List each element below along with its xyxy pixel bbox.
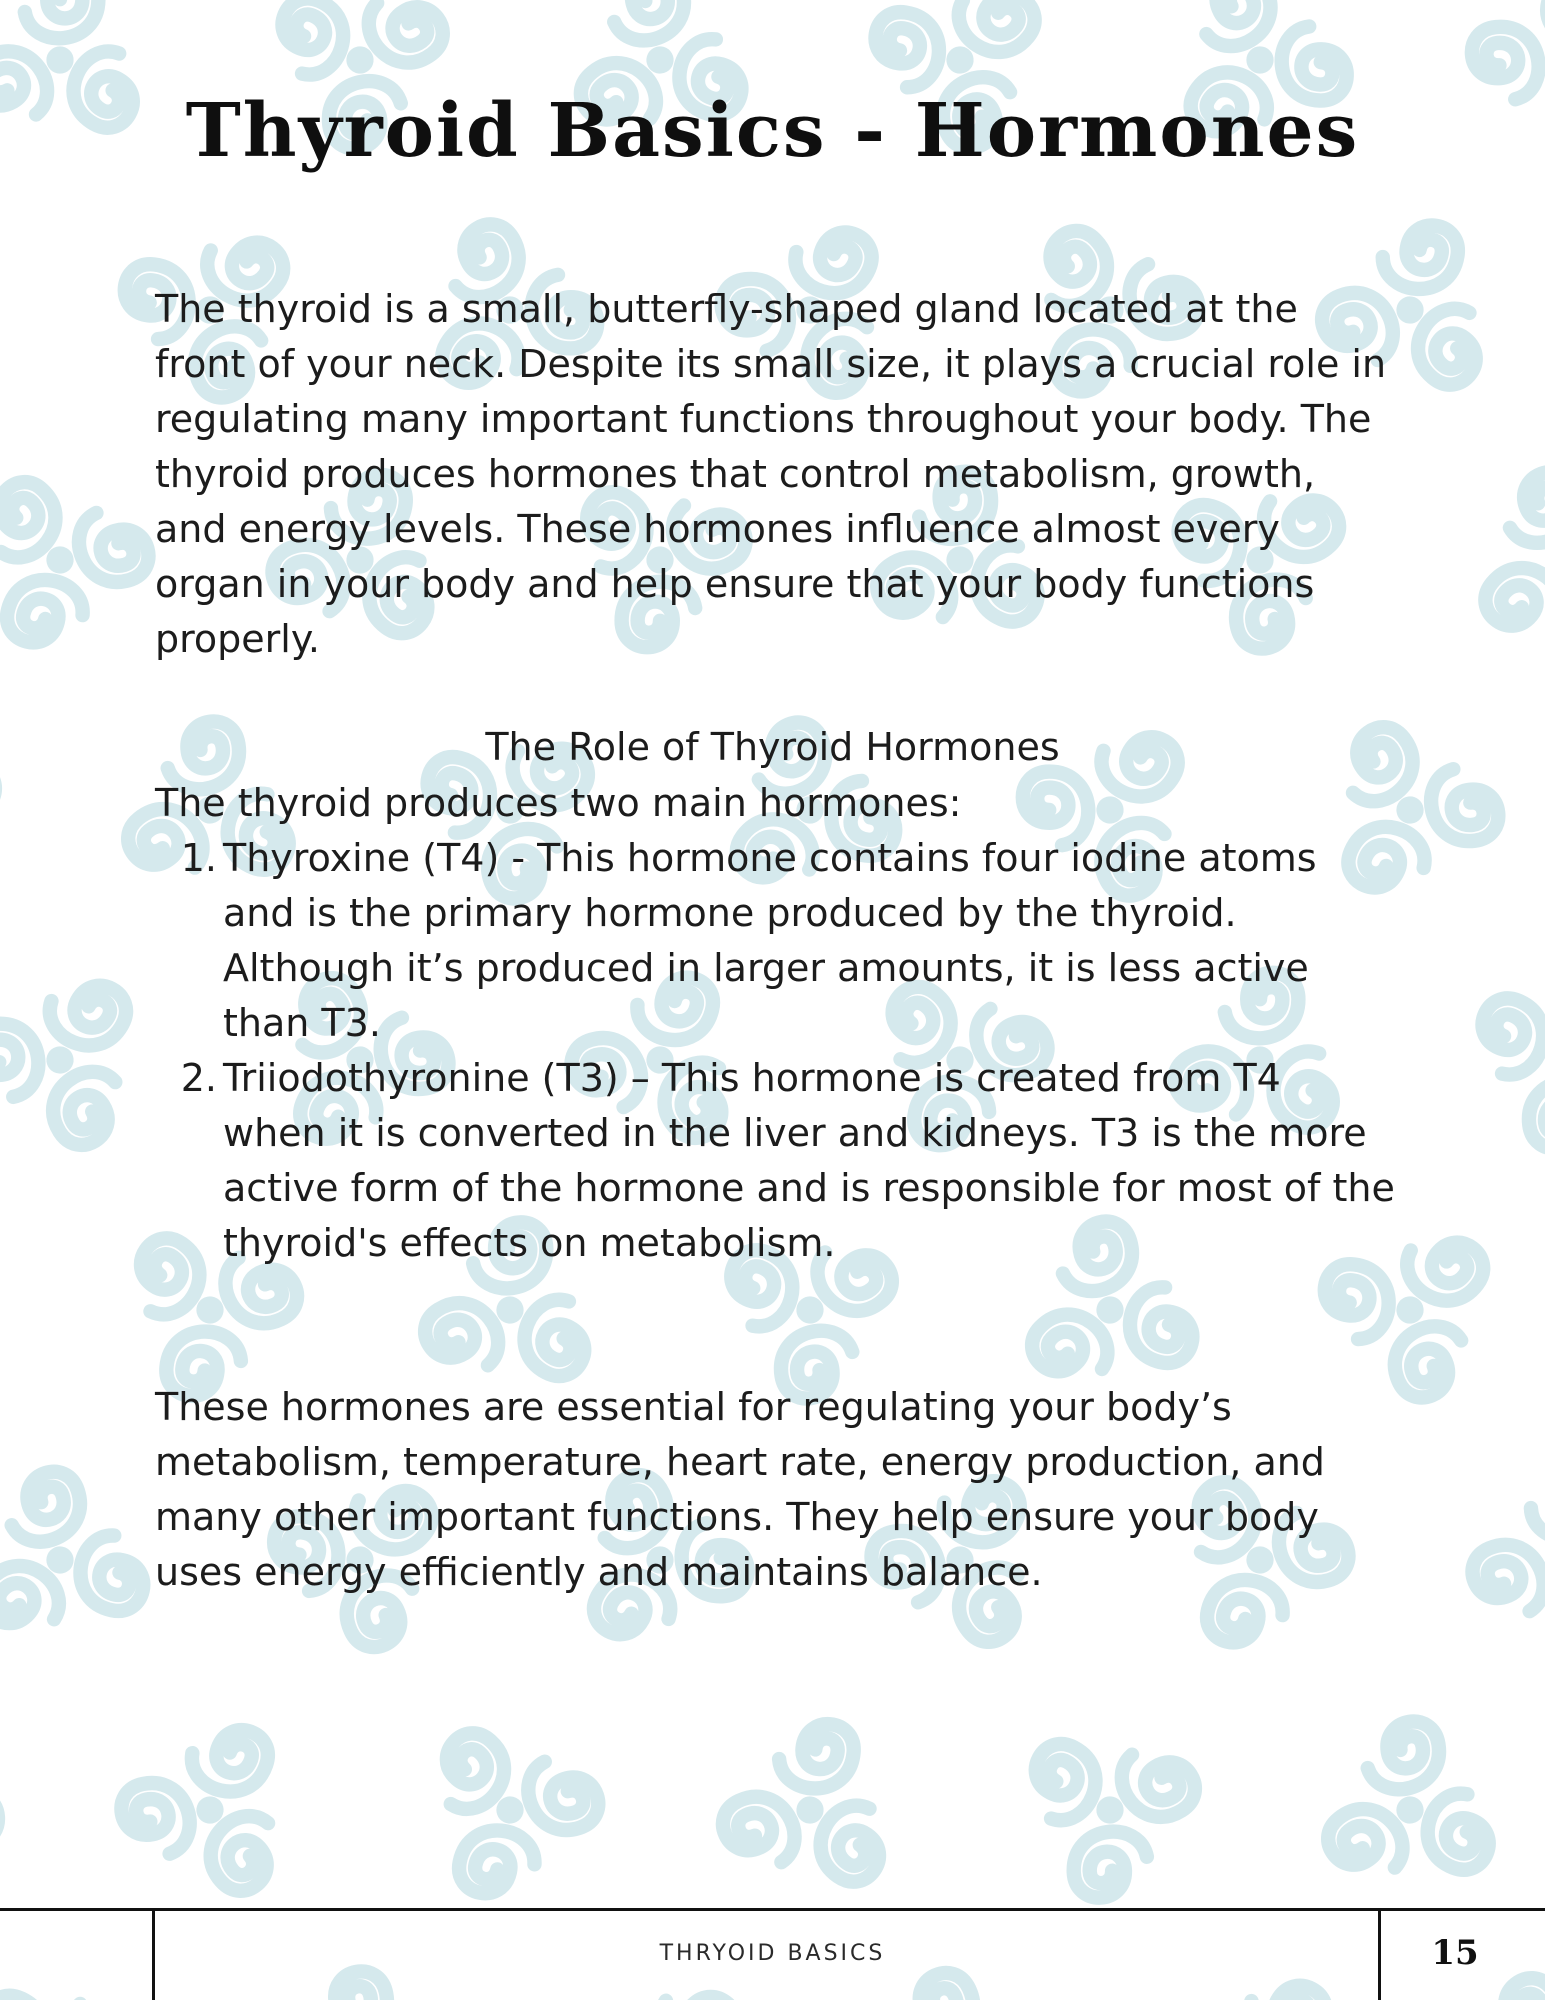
list-item-text: Triiodothyronine (T3) – This hormone is created from T4 when it is converted in the liver and kidneys. T3 is the more active form of the hormone and is responsible for most of the thyroid's effects on metabolism. [223, 1056, 1395, 1265]
hormone-list [155, 831, 1395, 1271]
list-lead-text: The thyroid produces two main hormones: [155, 781, 962, 825]
footer-divider [0, 1908, 1545, 1911]
closing-paragraph: These hormones are essential for regulating your body’s metabolism, temperature, heart rate, energy production, and many other important functions. They help ensure your body uses energy efficiently and maintains balance. [155, 1385, 1325, 1594]
section-heading: The Role of Thyroid Hormones [485, 725, 1060, 769]
intro-paragraph: The thyroid is a small, butterfly-shaped gland located at the front of your neck. Despite its small size, it plays a crucial role in regulating many important functions throughout your body. The thyroid produces hormones that control metabolism, growth, and energy levels. These hormones influence almost every organ in your body and help ensure that your body functions properly. [155, 287, 1387, 661]
list-item-t3 [155, 1051, 1395, 1271]
footer-label: THRYOID BASICS [659, 1941, 886, 1966]
page-number: 15 [1431, 1933, 1479, 1973]
page-title: Thyroid Basics - Hormones [185, 88, 1360, 174]
list-item-number: 2. [180, 1056, 217, 1100]
list-item-text: Thyroxine (T4) - This hormone contains four iodine atoms and is the primary hormone produced by the thyroid. Although it’s produced in larger amounts, it is less active than T3. [223, 836, 1317, 1045]
list-item-t4 [155, 831, 1395, 1051]
list-item-number: 1. [180, 836, 217, 880]
